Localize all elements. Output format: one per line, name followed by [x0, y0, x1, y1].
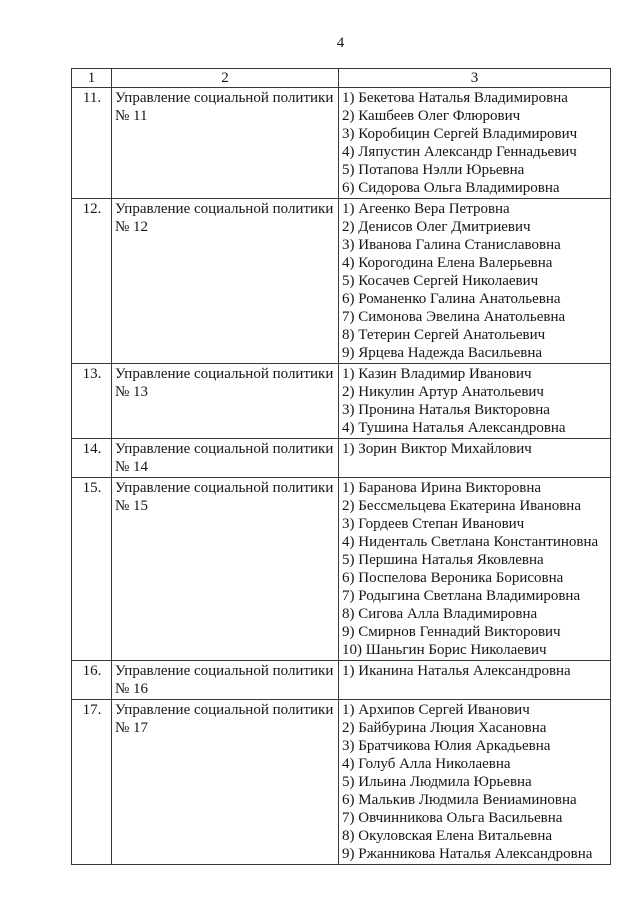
department-cell — [112, 364, 339, 439]
department-number: № 15 — [115, 498, 149, 514]
row-number-cell: 13. — [72, 364, 112, 439]
table-row — [72, 88, 611, 199]
member-line: 3) Иванова Галина Станиславовна — [342, 237, 561, 253]
row-number-cell: 11. — [72, 88, 112, 199]
member-line: 8) Окуловская Елена Витальевна — [342, 828, 553, 844]
member-line: 1) Бекетова Наталья Владимировна — [342, 90, 568, 106]
department-cell — [112, 661, 339, 700]
department-cell — [112, 88, 339, 199]
department-cell — [112, 700, 339, 865]
members-cell — [339, 439, 611, 478]
table-row — [72, 661, 611, 700]
member-line: 2) Байбурина Люция Хасановна — [342, 720, 547, 736]
department-name: Управление социальной политики — [115, 480, 334, 496]
member-line: 3) Коробицин Сергей Владимирович — [342, 126, 578, 142]
member-line: 10) Шаньгин Борис Николаевич — [342, 642, 547, 658]
department-number: № 12 — [115, 219, 149, 235]
member-line: 9) Смирнов Геннадий Викторович — [342, 624, 561, 640]
member-line: 1) Зорин Виктор Михайлович — [342, 441, 532, 457]
department-cell — [112, 439, 339, 478]
row-number-cell: 16. — [72, 661, 112, 700]
department-cell — [112, 199, 339, 364]
member-line: 4) Голуб Алла Николаевна — [342, 756, 511, 772]
member-line: 5) Першина Наталья Яковлевна — [342, 552, 544, 568]
member-line: 1) Иканина Наталья Александровна — [342, 663, 571, 679]
member-line: 1) Казин Владимир Иванович — [342, 366, 532, 382]
table-row — [72, 439, 611, 478]
member-line: 3) Пронина Наталья Викторовна — [342, 402, 550, 418]
member-line: 6) Романенко Галина Анатольевна — [342, 291, 561, 307]
page-number: 4 — [336, 35, 345, 51]
row-number-cell: 17. — [72, 700, 112, 865]
department-name: Управление социальной политики — [115, 441, 334, 457]
member-line: 1) Агеенко Вера Петровна — [342, 201, 510, 217]
table-header-cell: 2 — [112, 69, 339, 88]
member-line: 4) Ляпустин Александр Геннадьевич — [342, 144, 577, 160]
member-line: 8) Тетерин Сергей Анатольевич — [342, 327, 546, 343]
department-number: № 11 — [115, 108, 148, 124]
table-row — [72, 478, 611, 661]
table-row — [72, 199, 611, 364]
member-line: 1) Баранова Ирина Викторовна — [342, 480, 542, 496]
member-line: 2) Бессмельцева Екатерина Ивановна — [342, 498, 581, 514]
department-number: № 13 — [115, 384, 149, 400]
department-number: № 16 — [115, 681, 149, 697]
member-line: 7) Родыгина Светлана Владимировна — [342, 588, 581, 604]
member-line: 6) Сидорова Ольга Владимировна — [342, 180, 560, 196]
member-line: 3) Гордеев Степан Иванович — [342, 516, 525, 532]
members-cell — [339, 661, 611, 700]
member-line: 7) Овчинникова Ольга Васильевна — [342, 810, 563, 826]
member-line: 6) Поспелова Вероника Борисовна — [342, 570, 564, 586]
table-header-cell: 3 — [339, 69, 611, 88]
members-cell — [339, 478, 611, 661]
table-head-row — [72, 69, 611, 88]
table-header-cell: 1 — [72, 69, 112, 88]
row-number-cell: 14. — [72, 439, 112, 478]
member-line: 2) Денисов Олег Дмитриевич — [342, 219, 531, 235]
member-line: 3) Братчикова Юлия Аркадьевна — [342, 738, 551, 754]
member-line: 2) Никулин Артур Анатольевич — [342, 384, 544, 400]
member-line: 4) Ниденталь Светлана Константиновна — [342, 534, 599, 550]
member-line: 5) Потапова Нэлли Юрьевна — [342, 162, 525, 178]
member-line: 1) Архипов Сергей Иванович — [342, 702, 530, 718]
department-name: Управление социальной политики — [115, 366, 334, 382]
department-name: Управление социальной политики — [115, 201, 334, 217]
member-line: 7) Симонова Эвелина Анатольевна — [342, 309, 566, 325]
table-row — [72, 700, 611, 865]
members-cell — [339, 199, 611, 364]
member-line: 4) Тушина Наталья Александровна — [342, 420, 566, 436]
department-name: Управление социальной политики — [115, 663, 334, 679]
department-cell — [112, 478, 339, 661]
member-line: 2) Кашбеев Олег Флюрович — [342, 108, 521, 124]
members-cell — [339, 700, 611, 865]
member-line: 5) Косачев Сергей Николаевич — [342, 273, 539, 289]
row-number-cell: 15. — [72, 478, 112, 661]
department-number: № 14 — [115, 459, 149, 475]
member-line: 6) Малькив Людмила Вениаминовна — [342, 792, 577, 808]
member-line: 9) Ржанникова Наталья Александровна — [342, 846, 593, 862]
department-name: Управление социальной политики — [115, 90, 334, 106]
member-line: 8) Сигова Алла Владимировна — [342, 606, 538, 622]
members-cell — [339, 88, 611, 199]
members-cell — [339, 364, 611, 439]
document-table — [71, 68, 611, 865]
member-line: 4) Корогодина Елена Валерьевна — [342, 255, 553, 271]
member-line: 5) Ильина Людмила Юрьевна — [342, 774, 532, 790]
row-number-cell: 12. — [72, 199, 112, 364]
table-body — [72, 88, 611, 865]
table-row — [72, 364, 611, 439]
member-line: 9) Ярцева Надежда Васильевна — [342, 345, 543, 361]
department-name: Управление социальной политики — [115, 702, 334, 718]
department-number: № 17 — [115, 720, 149, 736]
